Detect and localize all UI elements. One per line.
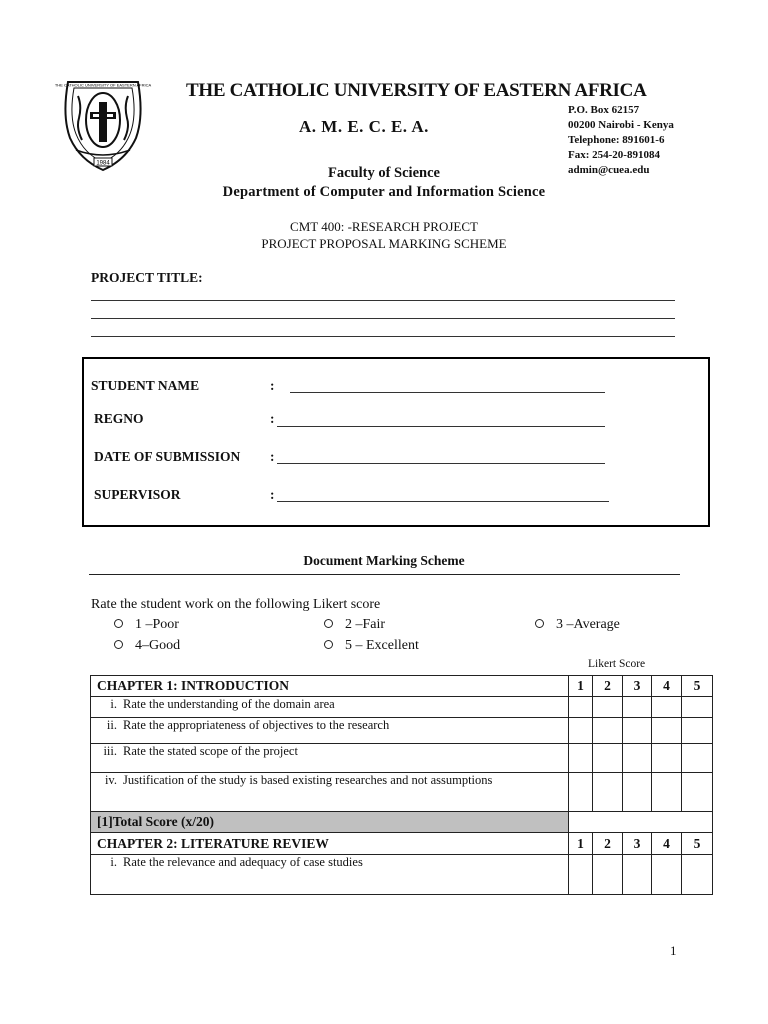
option-excellent: 5 – Excellent (324, 638, 419, 654)
score-header-1: 1 (569, 676, 593, 697)
supervisor-field[interactable] (277, 501, 609, 502)
heading-rule (89, 574, 680, 575)
criterion-cell: i. Rate the understanding of the domain area (91, 697, 569, 718)
score-cell[interactable] (682, 855, 713, 895)
date-of-submission-field[interactable] (277, 463, 605, 464)
criterion-cell: iii. Rate the stated scope of the project (91, 744, 569, 773)
score-cell[interactable] (623, 718, 652, 744)
chapter-2-title: CHAPTER 2: LITERATURE REVIEW (91, 833, 569, 855)
student-name-colon: : (270, 378, 275, 393)
total-score-cell[interactable] (569, 812, 713, 833)
university-name: THE CATHOLIC UNIVERSITY OF EASTERN AFRICA (186, 80, 647, 101)
bullet-icon (535, 619, 544, 628)
marking-scheme-table (90, 675, 713, 895)
total-score-row (91, 812, 713, 833)
regno-colon: : (270, 411, 275, 426)
bullet-icon (114, 619, 123, 628)
score-cell[interactable] (593, 697, 623, 718)
faculty-name: Faculty of Science (328, 165, 440, 181)
table-row (91, 697, 713, 718)
page-number: 1 (670, 943, 677, 958)
score-header-3: 3 (623, 676, 652, 697)
score-cell[interactable] (682, 718, 713, 744)
regno-label: REGNO (94, 411, 144, 426)
table-row (91, 718, 713, 744)
score-header-2: 2 (593, 676, 623, 697)
marking-scheme-heading: Document Marking Scheme (303, 553, 465, 568)
amecea-label: A. M. E. C. E. A. (299, 117, 429, 136)
supervisor-colon: : (270, 487, 275, 502)
contact-telephone: Telephone: 891601-6 (568, 134, 665, 146)
score-cell[interactable] (623, 773, 652, 812)
score-cell[interactable] (682, 744, 713, 773)
total-score-label: [1]Total Score (x/20) (91, 812, 569, 833)
department-name: Department of Computer and Information Science (222, 184, 546, 200)
score-header-2: 2 (593, 833, 623, 855)
score-header-1: 1 (569, 833, 593, 855)
date-of-submission-label: DATE OF SUBMISSION (94, 449, 241, 464)
score-header-4: 4 (652, 833, 682, 855)
score-header-3: 3 (623, 833, 652, 855)
score-cell[interactable] (593, 718, 623, 744)
logo-ring-text: THE CATHOLIC UNIVERSITY OF EASTERN AFRICA (54, 82, 152, 88)
score-cell[interactable] (623, 697, 652, 718)
scheme-title: PROJECT PROPOSAL MARKING SCHEME (261, 236, 507, 251)
regno-field[interactable] (277, 426, 605, 427)
score-cell[interactable] (623, 855, 652, 895)
student-name-field[interactable] (290, 392, 605, 393)
contact-email: admin@cuea.edu (568, 164, 650, 176)
bullet-icon (114, 640, 123, 649)
score-cell[interactable] (593, 855, 623, 895)
score-header-5: 5 (682, 833, 713, 855)
score-cell[interactable] (652, 855, 682, 895)
likert-instruction: Rate the student work on the following Likert score (91, 597, 381, 612)
bullet-icon (324, 640, 333, 649)
criterion-cell: i. Rate the relevance and adequacy of case studies (91, 855, 569, 895)
score-cell[interactable] (569, 697, 593, 718)
contact-fax: Fax: 254-20-891084 (568, 149, 660, 161)
supervisor-label: SUPERVISOR (94, 487, 181, 502)
option-poor: 1 –Poor (114, 617, 179, 633)
score-cell[interactable] (569, 744, 593, 773)
project-title-label: PROJECT TITLE: (91, 270, 203, 285)
contact-po-box: P.O. Box 62157 (568, 104, 640, 116)
score-cell[interactable] (569, 773, 593, 812)
bullet-icon (324, 619, 333, 628)
student-name-label: STUDENT NAME (91, 378, 200, 393)
score-cell[interactable] (593, 744, 623, 773)
score-cell[interactable] (682, 773, 713, 812)
score-cell[interactable] (652, 718, 682, 744)
score-cell[interactable] (569, 718, 593, 744)
score-cell[interactable] (652, 773, 682, 812)
project-title-line-3[interactable] (91, 336, 675, 337)
logo-year: 1984 (96, 160, 110, 167)
table-row (91, 744, 713, 773)
score-header-4: 4 (652, 676, 682, 697)
date-of-submission-colon: : (270, 449, 275, 464)
score-cell[interactable] (652, 744, 682, 773)
score-cell[interactable] (682, 697, 713, 718)
score-cell[interactable] (623, 744, 652, 773)
course-title: CMT 400: -RESEARCH PROJECT (290, 219, 478, 234)
project-title-line-1[interactable] (91, 300, 675, 301)
table-row (91, 773, 713, 812)
option-good: 4–Good (114, 638, 180, 654)
option-average: 3 –Average (535, 617, 620, 633)
university-crest-logo (54, 76, 152, 174)
score-cell[interactable] (652, 697, 682, 718)
chapter-1-header-row (91, 676, 713, 697)
contact-city: 00200 Nairobi - Kenya (568, 119, 674, 131)
criterion-cell: iv. Justification of the study is based existing researches and not assumptions (91, 773, 569, 812)
score-header-5: 5 (682, 676, 713, 697)
table-row (91, 855, 713, 895)
criterion-cell: ii. Rate the appropriateness of objectives to the research (91, 718, 569, 744)
likert-score-label: Likert Score (588, 658, 646, 670)
score-cell[interactable] (569, 855, 593, 895)
chapter-1-title: CHAPTER 1: INTRODUCTION (91, 676, 569, 697)
score-cell[interactable] (593, 773, 623, 812)
chapter-2-header-row (91, 833, 713, 855)
project-title-line-2[interactable] (91, 318, 675, 319)
option-fair: 2 –Fair (324, 617, 385, 633)
